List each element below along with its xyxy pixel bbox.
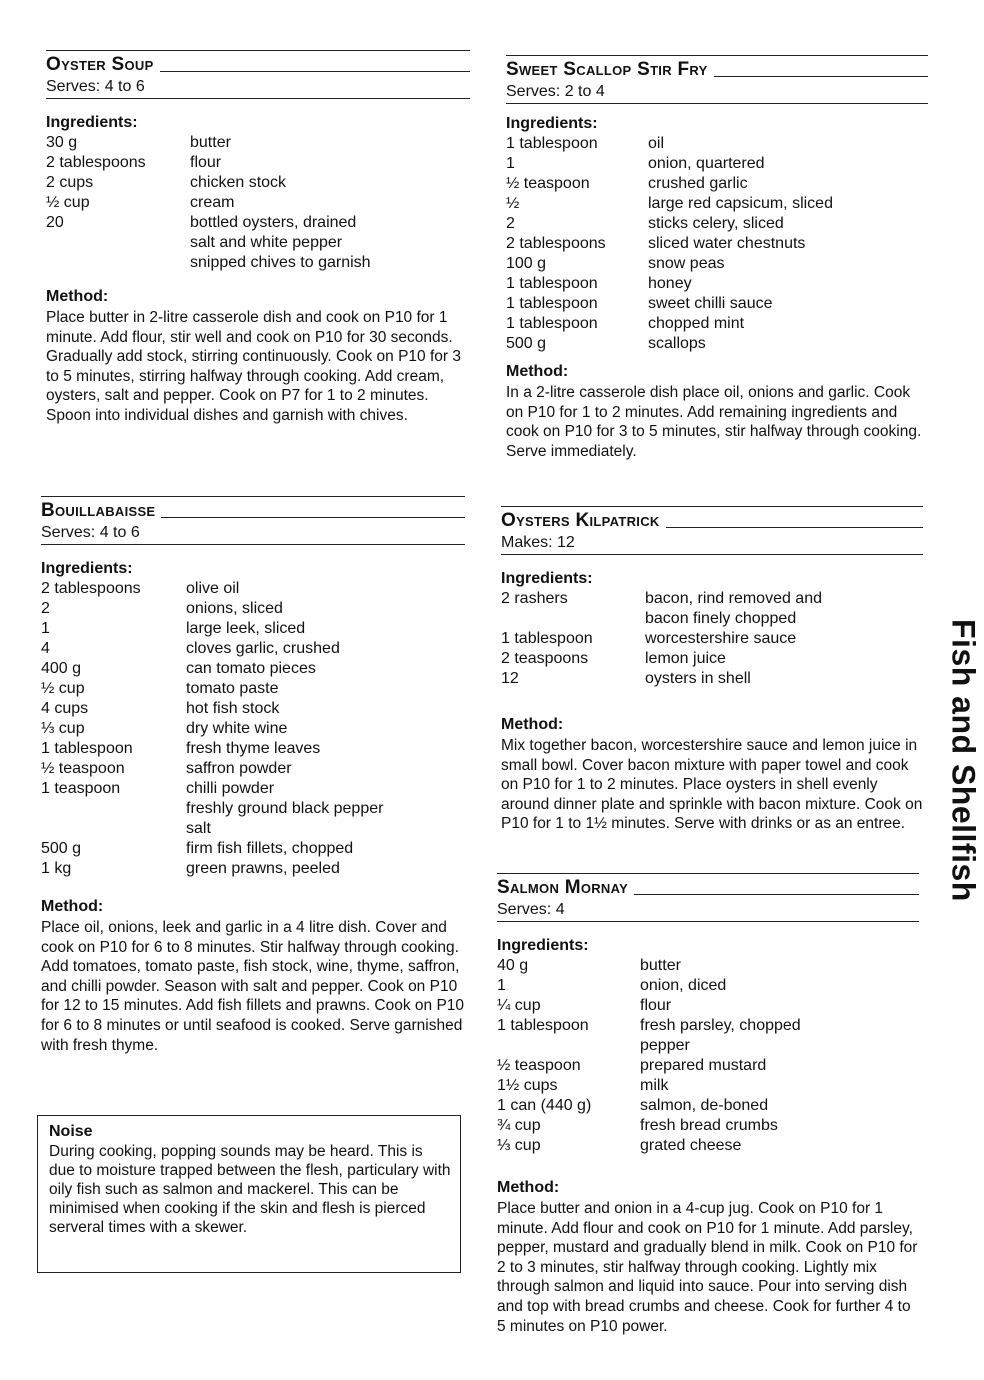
ingredient-amount: 1 teaspoon xyxy=(41,780,121,797)
ingredients-list xyxy=(506,134,928,354)
serves-text: Serves: 4 xyxy=(497,899,919,922)
ingredient-amount: 1 tablespoon xyxy=(506,315,598,332)
ingredient-amount: 30 g xyxy=(46,134,78,151)
serves-text: Serves: 2 to 4 xyxy=(506,81,928,104)
ingredient-amount: ⅓ cup xyxy=(41,720,85,737)
ingredient-item: onions, sliced xyxy=(186,600,283,617)
ingredient-amount: 1 tablespoon xyxy=(497,1017,589,1034)
ingredients-heading: Ingredients: xyxy=(506,115,598,132)
ingredients-heading: Ingredients: xyxy=(497,937,589,954)
ingredients-heading: Ingredients: xyxy=(46,114,138,131)
ingredient-amount: 500 g xyxy=(506,335,547,352)
ingredient-amount: 1 xyxy=(41,620,50,637)
ingredient-item: bottled oysters, drained xyxy=(190,214,357,231)
ingredient-amount xyxy=(41,799,186,819)
recipe-title: Bouillabaisse xyxy=(41,500,156,521)
ingredient-amount: 4 cups xyxy=(41,700,89,717)
ingredient-amount: 1 tablespoon xyxy=(506,295,598,312)
ingredient-item: sliced water chestnuts xyxy=(648,235,806,252)
ingredient-amount: 1 tablespoon xyxy=(501,630,593,647)
ingredient-item: butter xyxy=(640,957,681,974)
ingredient-amount: 100 g xyxy=(506,255,547,272)
recipe-title: Oyster Soup xyxy=(46,54,154,75)
ingredient-item: cream xyxy=(190,194,235,211)
recipe-title: Sweet Scallop Stir Fry xyxy=(506,59,708,80)
ingredient-amount xyxy=(497,1036,640,1056)
ingredient-item: olive oil xyxy=(186,580,240,597)
ingredient-amount: ⅓ cup xyxy=(497,1137,541,1154)
ingredient-amount: 2 tablespoons xyxy=(41,580,141,597)
method-heading: Method: xyxy=(497,1179,560,1196)
ingredient-amount: 1 tablespoon xyxy=(506,135,598,152)
method-heading: Method: xyxy=(506,363,569,380)
ingredient-amount: 2 xyxy=(41,600,50,617)
recipe-oyster-soup xyxy=(46,50,470,426)
recipe-title: Salmon Mornay xyxy=(497,877,629,898)
ingredient-amount xyxy=(501,609,645,629)
ingredient-item: large leek, sliced xyxy=(186,620,306,637)
note-title: Noise xyxy=(49,1123,93,1140)
ingredient-item: flour xyxy=(190,154,222,171)
ingredients-heading: Ingredients: xyxy=(501,570,593,587)
ingredient-item: can tomato pieces xyxy=(186,660,316,677)
ingredient-item: snow peas xyxy=(648,255,725,272)
ingredient-item: salt xyxy=(186,820,211,837)
serves-text: Serves: 4 to 6 xyxy=(41,522,465,545)
ingredient-item: chicken stock xyxy=(190,174,287,191)
ingredient-amount: 2 tablespoons xyxy=(46,154,146,171)
ingredient-item: firm fish fillets, chopped xyxy=(186,840,354,857)
ingredient-item: grated cheese xyxy=(640,1137,742,1154)
method-text: Place butter in 2-litre casserole dish and cook on P10 for 1 minute. Add flour, stir well and cook on P10 for 30 seconds. Gradually add stock, stirring continuously. Cook on P10 for 3 to 5 minutes, stirring halfway through cooking. Add cream, oysters, salt and pepper. Cook on P7 for 1 to 2 minutes. Spoon into individual dishes and garnish with chives. xyxy=(46,309,461,424)
ingredient-amount: ½ cup xyxy=(46,194,90,211)
ingredient-item: pepper xyxy=(640,1037,690,1054)
ingredient-item: tomato paste xyxy=(186,680,279,697)
ingredient-amount: ½ xyxy=(506,195,520,212)
recipe-bouillabaisse xyxy=(41,496,465,1055)
ingredient-amount xyxy=(46,233,190,253)
ingredient-item: scallops xyxy=(648,335,706,352)
ingredient-amount: ½ cup xyxy=(41,680,85,697)
ingredient-amount: 1 tablespoon xyxy=(506,275,598,292)
ingredient-amount xyxy=(46,253,190,273)
ingredient-item: oysters in shell xyxy=(645,670,751,687)
ingredient-amount: 1½ cups xyxy=(497,1077,558,1094)
ingredient-item: sticks celery, sliced xyxy=(648,215,784,232)
recipe-oysters-kilpatrick xyxy=(501,506,923,834)
ingredients-list xyxy=(501,589,923,689)
ingredient-item: crushed garlic xyxy=(648,175,748,192)
ingredient-item: prepared mustard xyxy=(640,1057,767,1074)
ingredients-list xyxy=(46,133,470,273)
ingredient-item: salmon, de-boned xyxy=(640,1097,769,1114)
method-heading: Method: xyxy=(46,288,109,305)
ingredient-item: green prawns, peeled xyxy=(186,860,340,877)
ingredient-amount: 2 tablespoons xyxy=(506,235,606,252)
ingredient-item: cloves garlic, crushed xyxy=(186,640,340,657)
ingredient-amount: 400 g xyxy=(41,660,82,677)
ingredient-item: saffron powder xyxy=(186,760,292,777)
ingredient-item: freshly ground black pepper xyxy=(186,800,384,817)
ingredient-item: onion, quartered xyxy=(648,155,765,172)
ingredient-amount: ¾ cup xyxy=(497,1117,541,1134)
method-heading: Method: xyxy=(41,898,104,915)
serves-text: Makes: 12 xyxy=(501,532,923,555)
ingredient-item: butter xyxy=(190,134,231,151)
ingredient-item: dry white wine xyxy=(186,720,288,737)
method-text: Mix together bacon, worcestershire sauce and lemon juice in small bowl. Cover bacon mixture with paper towel and cook on P10 for 1 to 2 minutes. Place oysters in shell evenly around dinner plate and sprinkle with bacon mixture. Cook on P10 for 1 to 1½ minutes. Serve with drinks or as an entree. xyxy=(501,737,923,833)
ingredient-amount: 4 xyxy=(41,640,50,657)
ingredient-amount: ½ teaspoon xyxy=(506,175,590,192)
ingredient-amount: 40 g xyxy=(497,957,529,974)
recipe-salmon-mornay xyxy=(497,873,919,1336)
ingredient-amount: 1 xyxy=(497,977,506,994)
method-text: Place oil, onions, leek and garlic in a 4 litre dish. Cover and cook on P10 for 6 to 8 minutes. Stir halfway through cooking. Add tomatoes, tomato paste, fish stock, wine, thyme, saffron, and chilli powder. Season with salt and pepper. Cook on P10 for 12 to 15 minutes. Add fish fillets and prawns. Cook on P10 for 6 to 8 minutes or until seafood is cooked. Serve garnished with fresh thyme. xyxy=(41,919,465,1054)
ingredient-item: oil xyxy=(648,135,665,152)
recipe-title: Oysters Kilpatrick xyxy=(501,510,660,531)
ingredient-amount: 2 cups xyxy=(46,174,94,191)
ingredient-item: chilli powder xyxy=(186,780,275,797)
ingredients-heading: Ingredients: xyxy=(41,560,133,577)
ingredients-list xyxy=(497,956,919,1156)
ingredient-item: bacon finely chopped xyxy=(645,610,797,627)
ingredient-item: snipped chives to garnish xyxy=(190,254,371,271)
ingredient-item: bacon, rind removed and xyxy=(645,590,822,607)
ingredient-amount: 20 xyxy=(46,214,64,231)
ingredient-amount: 2 xyxy=(506,215,515,232)
ingredient-item: salt and white pepper xyxy=(190,234,343,251)
section-side-tab xyxy=(944,600,982,920)
ingredient-item: large red capsicum, sliced xyxy=(648,195,833,212)
ingredient-item: flour xyxy=(640,997,672,1014)
ingredient-amount: 1 can (440 g) xyxy=(497,1097,592,1114)
recipe-sweet-scallop-stir-fry xyxy=(506,55,928,461)
ingredient-amount: ½ teaspoon xyxy=(497,1057,581,1074)
method-text: In a 2-litre casserole dish place oil, onions and garlic. Cook on P10 for 1 to 2 minutes. Add remaining ingredients and cook on P10 for 3 to 5 minutes, stir halfway through cooking. Serve immediately. xyxy=(506,384,922,460)
note-text: During cooking, popping sounds may be heard. This is due to moisture trapped between the flesh, particulary with oily fish such as salmon and mackerel. This can be minimised when cooking if the skin and flesh is pierced serveral times with a skewer. xyxy=(49,1143,451,1236)
ingredient-item: fresh bread crumbs xyxy=(640,1117,778,1134)
method-heading: Method: xyxy=(501,716,564,733)
ingredient-amount xyxy=(41,819,186,839)
ingredient-item: lemon juice xyxy=(645,650,726,667)
ingredient-amount: 2 teaspoons xyxy=(501,650,589,667)
ingredient-amount: ¼ cup xyxy=(497,997,541,1014)
ingredient-item: fresh thyme leaves xyxy=(186,740,321,757)
ingredient-item: sweet chilli sauce xyxy=(648,295,773,312)
ingredient-amount: 2 rashers xyxy=(501,590,568,607)
ingredient-item: honey xyxy=(648,275,692,292)
ingredient-item: chopped mint xyxy=(648,315,745,332)
ingredient-item: worcestershire sauce xyxy=(645,630,797,647)
noise-note-box xyxy=(37,1115,461,1273)
method-text: Place butter and onion in a 4-cup jug. Cook on P10 for 1 minute. Add flour and cook on P10 for 1 minute. Add parsley, pepper, mustard and gradually blend in milk. Cook on P10 for 2 to 3 minutes, stir halfway through cooking. Lightly mix through salmon and liquid into sauce. Pour into serving dish and top with bread crumbs and cheese. Cook for further 4 to 5 minutes on P10 power. xyxy=(497,1200,918,1335)
ingredient-item: onion, diced xyxy=(640,977,727,994)
ingredient-amount: ½ teaspoon xyxy=(41,760,125,777)
ingredient-amount: 1 xyxy=(506,155,515,172)
ingredients-list xyxy=(41,579,465,879)
ingredient-item: hot fish stock xyxy=(186,700,280,717)
side-tab-label: Fish and Shellfish xyxy=(945,618,982,902)
ingredient-amount: 1 tablespoon xyxy=(41,740,133,757)
ingredient-item: fresh parsley, chopped xyxy=(640,1017,801,1034)
ingredient-item: milk xyxy=(640,1077,669,1094)
ingredient-amount: 500 g xyxy=(41,840,82,857)
ingredient-amount: 12 xyxy=(501,670,519,687)
ingredient-amount: 1 kg xyxy=(41,860,72,877)
serves-text: Serves: 4 to 6 xyxy=(46,76,470,99)
